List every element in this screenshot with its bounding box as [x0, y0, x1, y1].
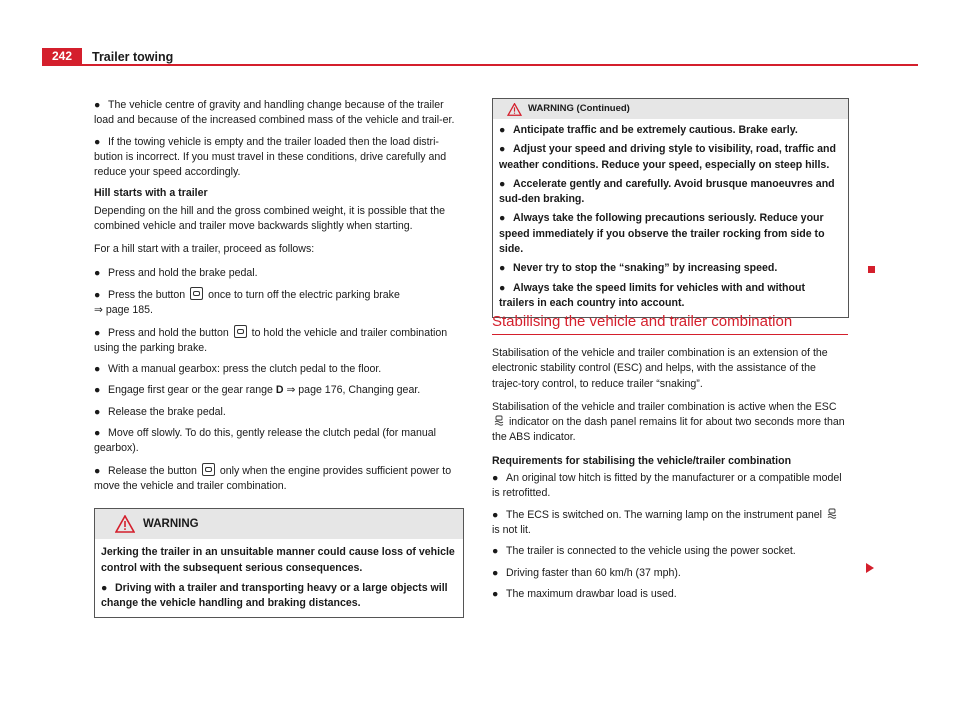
stabilisation-section: [492, 346, 848, 608]
stabilisation-para-1: Stabilisation of the vehicle and trailer combination is an extension of the electronic stability control (ESC) and helps, with the assistance of the trajec-tory control, to reduce trailer “snaking”.: [492, 347, 828, 390]
warning-text: Jerking the trailer in an unsuitable manner could cause loss of vehicle control with the subsequent serious consequences.: [101, 546, 455, 574]
warning-item: ● Adjust your speed and driving style to visibility, road, traffic and weather conditions. Reduce your speed, especially on steep hills.: [499, 143, 836, 171]
page-number: 242: [42, 48, 82, 66]
stabilisation-para-2: Stabilisation of the vehicle and trailer combination is active when the ESC indicator on the dash panel remains lit for about two seconds more than the ABS indicator.: [492, 400, 845, 444]
section-rule: [492, 334, 848, 335]
warning-triangle-icon: [115, 515, 135, 533]
requirement-item: ● Driving faster than 60 km/h (37 mph).: [492, 566, 681, 579]
warning-item: ● Always take the speed limits for vehicles with and without trailers in each country into account.: [499, 281, 805, 309]
requirement-item: ● The ECS is switched on. The warning lamp on the instrument panel is not lit.: [492, 508, 848, 539]
parking-brake-icon: [190, 287, 203, 300]
requirement-item: ● The trailer is connected to the vehicle using the power socket.: [492, 545, 796, 558]
step-item: ● Release the button only when the engine provides sufficient power to move the vehicle and trailer combination.: [94, 464, 452, 492]
parking-brake-icon: [234, 325, 247, 338]
requirement-item: ● The maximum drawbar load is used.: [492, 587, 677, 600]
list-item: ● If the towing vehicle is empty and the trailer loaded then the load distri-bution is incorrect. If you must travel in these conditions, drive carefully and reduce your speed accordingly.: [94, 135, 447, 179]
section-end-marker: [868, 266, 875, 273]
requirements-heading: Requirements for stabilising the vehicle/trailer combination: [492, 454, 792, 467]
warning-item: ● Anticipate traffic and be extremely cautious. Brake early.: [499, 124, 798, 136]
step-item: ● Release the brake pedal.: [94, 405, 226, 418]
warning-item: ● Always take the following precautions seriously. Reduce your speed immediately if you observe the trailer rocking from side to side.: [499, 212, 825, 256]
parking-brake-icon: [202, 463, 215, 476]
requirement-item: ● An original tow hitch is fitted by the manufacturer or a compatible model is retrofitted.: [492, 472, 842, 500]
warning-item: ● Never try to stop the “snaking” by increasing speed.: [499, 262, 778, 275]
page-reference[interactable]: ⇒ page 185.: [94, 304, 153, 317]
step-item: ● Press and hold the brake pedal.: [94, 266, 258, 279]
warning-box: [94, 508, 464, 618]
step-item: ● Engage first gear or the gear range D ⇒ page 176, Changing gear.: [94, 384, 421, 397]
warning-body: [95, 539, 463, 617]
warning-title: WARNING: [143, 517, 199, 530]
hill-proceed: For a hill start with a trailer, proceed as follows:: [94, 243, 315, 256]
step-item: ● Press and hold the button to hold the vehicle and trailer combination using the parking brake.: [94, 326, 448, 354]
hill-heading: Hill starts with a trailer: [94, 187, 208, 200]
step-item: ● Move off slowly. To do this, gently release the clutch pedal (for manual gearbox).: [94, 427, 436, 455]
header-rule: [82, 64, 918, 66]
warning-item: ● Driving with a trailer and transporting heavy or a large objects will change the vehicle handling and braking distances.: [101, 581, 448, 610]
step-item: ● With a manual gearbox: press the clutch pedal to the floor.: [94, 363, 382, 376]
warning-continued-header: [493, 99, 848, 119]
right-column: [492, 98, 848, 318]
step-item: ● Press the button once to turn off the electric parking brake ⇒ page 185.: [94, 288, 400, 317]
left-column: [94, 98, 464, 618]
warning-triangle-icon: [507, 103, 522, 116]
warning-continued-box: [492, 98, 849, 318]
hill-intro: Depending on the hill and the gross combined weight, it is possible that the combined vehicle and trailer move backwards slightly when starting.: [94, 204, 445, 233]
list-item: ● The vehicle centre of gravity and handling change because of the trailer load and because of the increased combined mass of the vehicle and trail-er.: [94, 99, 455, 127]
esc-indicator-icon: [494, 415, 504, 426]
section-title: Stabilising the vehicle and trailer combination: [492, 313, 793, 330]
continue-arrow-icon: [866, 563, 874, 573]
warning-continued-body: [493, 119, 848, 317]
warning-item: ● Accelerate gently and carefully. Avoid brusque manoeuvres and sud-den braking.: [499, 177, 835, 206]
warning-header: [95, 509, 463, 539]
warning-continued-title: WARNING (Continued): [528, 103, 630, 115]
esc-warning-lamp-icon: [827, 508, 837, 519]
header-title: Trailer towing: [92, 50, 174, 64]
